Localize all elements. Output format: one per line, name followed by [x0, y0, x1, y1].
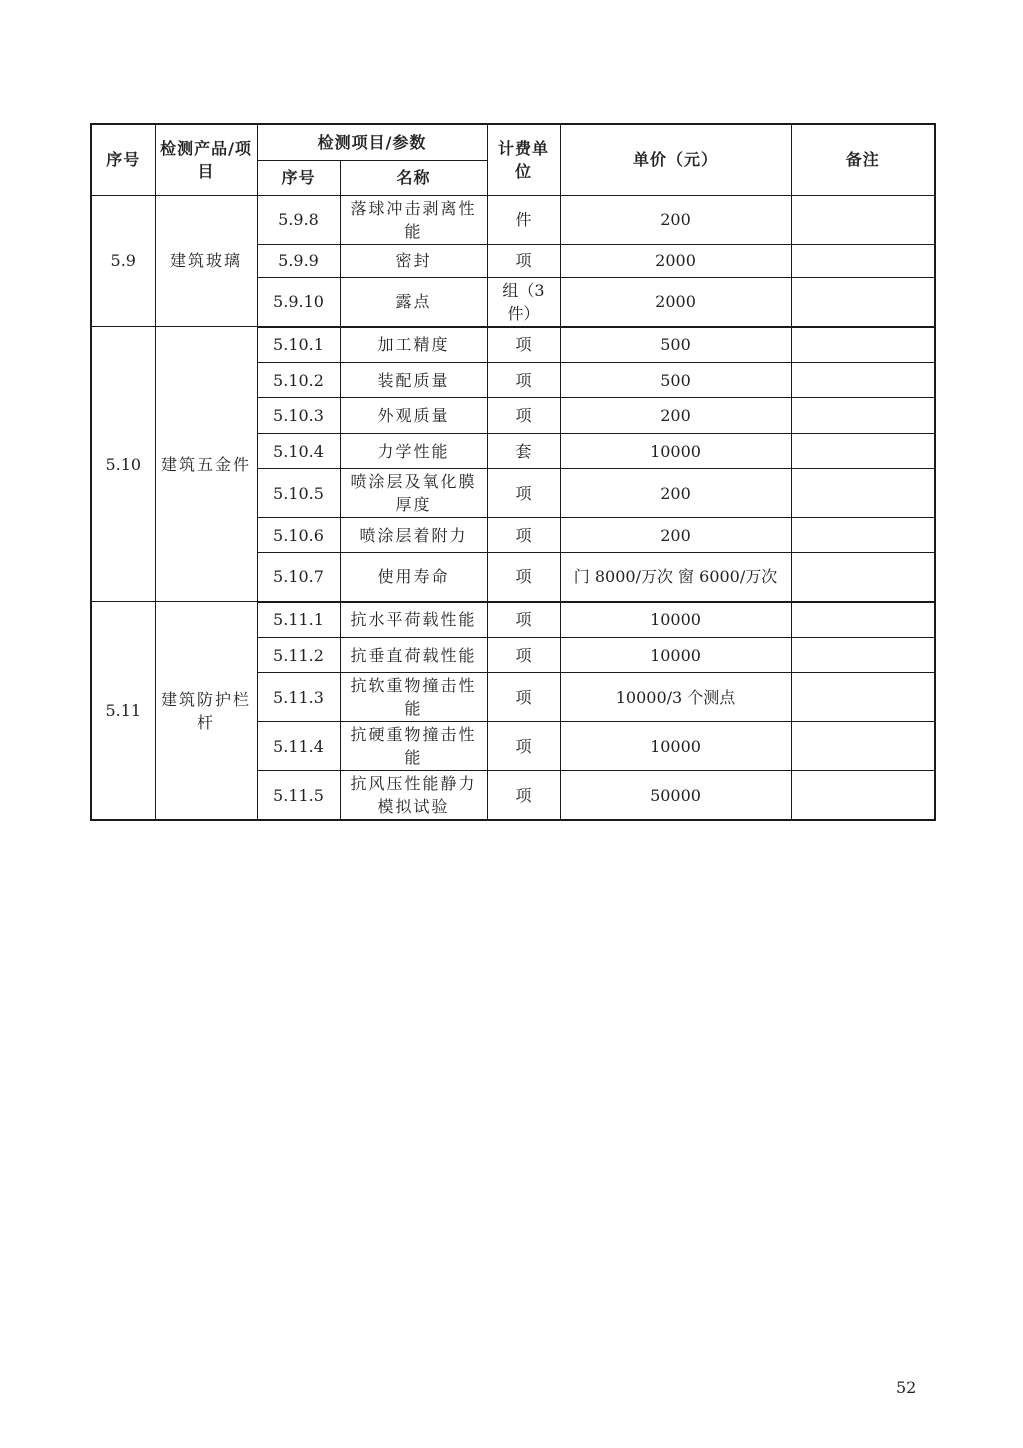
unit-cell: 套 — [487, 434, 560, 469]
remark-cell — [791, 771, 935, 821]
param-name-cell: 密封 — [340, 244, 487, 277]
table-row — [91, 327, 935, 363]
param-seq-cell: 5.9.8 — [257, 195, 340, 244]
price-cell: 500 — [560, 327, 791, 363]
param-name-cell: 加工精度 — [340, 327, 487, 363]
param-name-cell: 喷涂层着附力 — [340, 518, 487, 553]
unit-cell: 项 — [487, 673, 560, 722]
unit-cell: 项 — [487, 327, 560, 363]
remark-cell — [791, 195, 935, 244]
header-params-group: 检测项目/参数 — [257, 124, 487, 160]
param-name-cell: 力学性能 — [340, 434, 487, 469]
param-seq-cell: 5.10.1 — [257, 327, 340, 363]
remark-cell — [791, 673, 935, 722]
param-name-cell: 抗水平荷载性能 — [340, 602, 487, 638]
price-cell: 10000 — [560, 602, 791, 638]
price-cell: 2000 — [560, 277, 791, 327]
param-seq-cell: 5.10.3 — [257, 398, 340, 434]
param-seq-cell: 5.9.9 — [257, 244, 340, 277]
price-cell: 10000 — [560, 638, 791, 673]
param-seq-cell: 5.10.2 — [257, 363, 340, 398]
param-seq-cell: 5.10.6 — [257, 518, 340, 553]
header-product: 检测产品/项目 — [155, 124, 257, 195]
param-seq-cell: 5.10.4 — [257, 434, 340, 469]
header-seq: 序号 — [91, 124, 155, 195]
group-product-cell: 建筑防护栏杆 — [155, 602, 257, 821]
unit-cell: 项 — [487, 398, 560, 434]
fee-table — [90, 123, 936, 821]
param-name-cell: 使用寿命 — [340, 553, 487, 602]
group-product-cell: 建筑五金件 — [155, 327, 257, 602]
remark-cell — [791, 398, 935, 434]
price-cell: 10000/3 个测点 — [560, 673, 791, 722]
group-product-cell: 建筑玻璃 — [155, 195, 257, 327]
table-header — [91, 124, 935, 195]
price-cell: 200 — [560, 398, 791, 434]
price-cell: 50000 — [560, 771, 791, 821]
remark-cell — [791, 434, 935, 469]
param-seq-cell: 5.11.5 — [257, 771, 340, 821]
param-seq-cell: 5.10.5 — [257, 469, 340, 518]
param-seq-cell: 5.11.3 — [257, 673, 340, 722]
table-row — [91, 602, 935, 638]
unit-cell: 项 — [487, 722, 560, 771]
remark-cell — [791, 518, 935, 553]
unit-cell: 项 — [487, 638, 560, 673]
group-seq-cell: 5.9 — [91, 195, 155, 327]
unit-cell: 项 — [487, 553, 560, 602]
price-cell: 500 — [560, 363, 791, 398]
unit-cell: 组（3件） — [487, 277, 560, 327]
param-name-cell: 落球冲击剥离性能 — [340, 195, 487, 244]
remark-cell — [791, 277, 935, 327]
param-name-cell: 装配质量 — [340, 363, 487, 398]
remark-cell — [791, 327, 935, 363]
price-cell: 200 — [560, 195, 791, 244]
remark-cell — [791, 602, 935, 638]
param-seq-cell: 5.11.2 — [257, 638, 340, 673]
page-number: 52 — [896, 1378, 917, 1397]
param-seq-cell: 5.10.7 — [257, 553, 340, 602]
header-param-seq: 序号 — [257, 160, 340, 195]
unit-cell: 项 — [487, 771, 560, 821]
group-seq-cell: 5.11 — [91, 602, 155, 821]
remark-cell — [791, 722, 935, 771]
remark-cell — [791, 363, 935, 398]
param-name-cell: 露点 — [340, 277, 487, 327]
remark-cell — [791, 553, 935, 602]
header-remark: 备注 — [791, 124, 935, 195]
price-cell: 门 8000/万次 窗 6000/万次 — [560, 553, 791, 602]
param-seq-cell: 5.9.10 — [257, 277, 340, 327]
header-price: 单价（元） — [560, 124, 791, 195]
param-name-cell: 抗风压性能静力模拟试验 — [340, 771, 487, 821]
remark-cell — [791, 469, 935, 518]
remark-cell — [791, 638, 935, 673]
header-param-name: 名称 — [340, 160, 487, 195]
unit-cell: 件 — [487, 195, 560, 244]
param-name-cell: 抗硬重物撞击性能 — [340, 722, 487, 771]
price-cell: 10000 — [560, 722, 791, 771]
header-unit: 计费单位 — [487, 124, 560, 195]
remark-cell — [791, 244, 935, 277]
param-seq-cell: 5.11.4 — [257, 722, 340, 771]
param-name-cell: 抗软重物撞击性能 — [340, 673, 487, 722]
unit-cell: 项 — [487, 363, 560, 398]
param-name-cell: 外观质量 — [340, 398, 487, 434]
price-cell: 10000 — [560, 434, 791, 469]
unit-cell: 项 — [487, 244, 560, 277]
unit-cell: 项 — [487, 518, 560, 553]
param-name-cell: 抗垂直荷载性能 — [340, 638, 487, 673]
table-body — [91, 195, 935, 820]
unit-cell: 项 — [487, 469, 560, 518]
price-cell: 200 — [560, 518, 791, 553]
param-name-cell: 喷涂层及氧化膜厚度 — [340, 469, 487, 518]
group-seq-cell: 5.10 — [91, 327, 155, 602]
unit-cell: 项 — [487, 602, 560, 638]
price-cell: 200 — [560, 469, 791, 518]
price-cell: 2000 — [560, 244, 791, 277]
param-seq-cell: 5.11.1 — [257, 602, 340, 638]
table-row — [91, 195, 935, 244]
